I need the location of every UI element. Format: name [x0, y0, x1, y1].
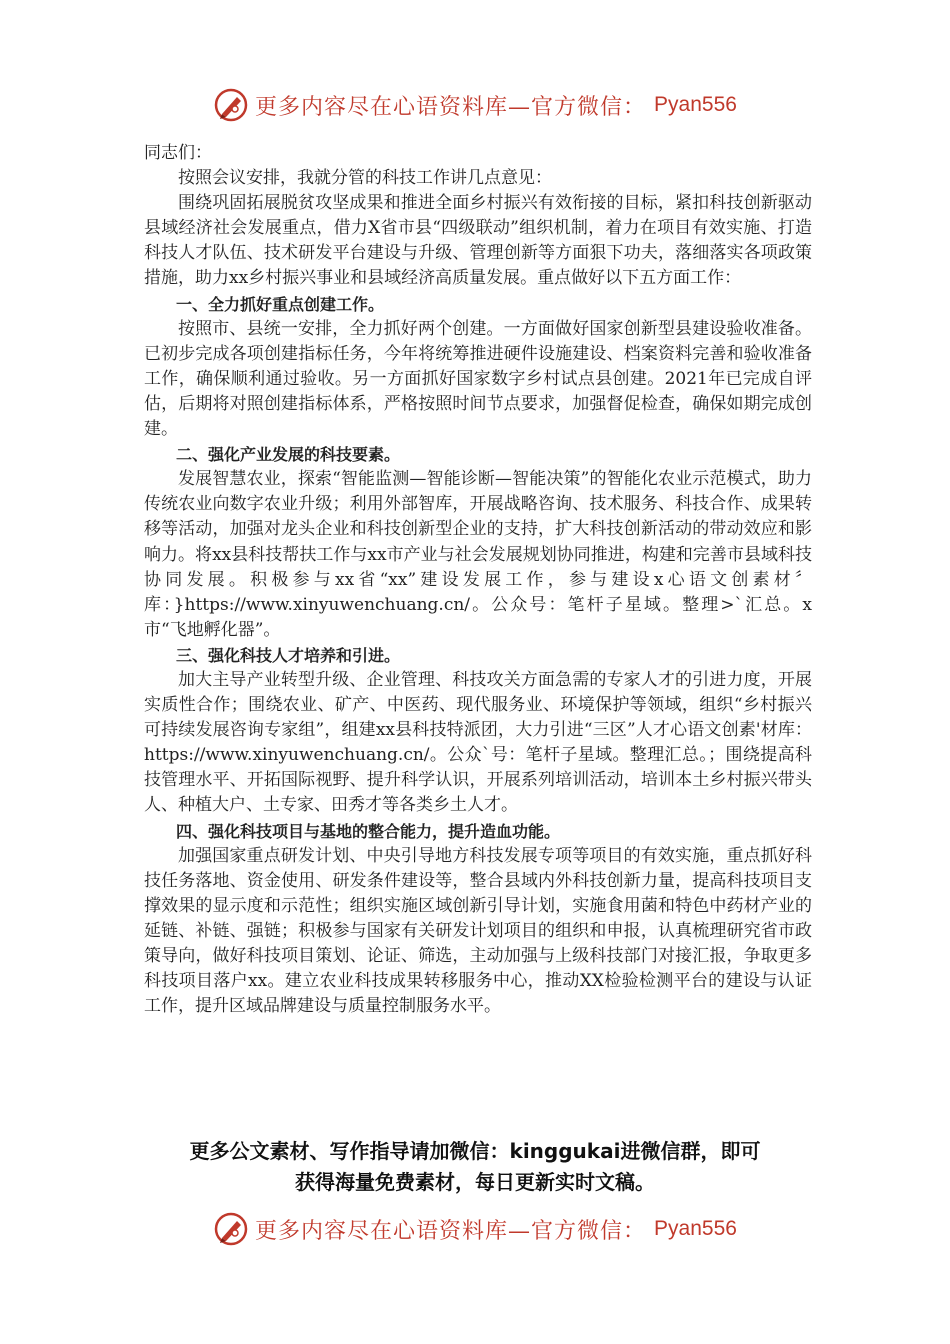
footer-note-line-2: 获得海量免费素材，每日更新实时文稿。 — [295, 1170, 655, 1194]
footer-note-line-1: 更多公文素材、写作指导请加微信：kinggukai进微信群，即可 — [189, 1139, 761, 1163]
intro-paragraph: 按照会议安排，我就分管的科技工作讲几点意见： — [178, 168, 552, 189]
banner-wechat-id: Pyan556 — [654, 1217, 737, 1240]
section-3-heading: 三、强化科技人才培养和引进。 — [176, 645, 401, 665]
section-4-heading: 四、强化科技项目与基地的整合能力，提升造血功能。 — [176, 821, 561, 841]
header-banner — [0, 80, 950, 130]
section-1-paragraph: 按照市、县统一安排，全力抓好两个创建。一方面做好国家创新型县建设验收准备。已初步完成各项创建指标任务，今年将统筹推进硬件设施建设、档案资料完善和验收准备工作，确保顺利通过验收。另一方面抓好国家数字乡村试点县创建。2021年已完成自评估，后期将对照创建指标体系，严格按照时间节点要求，加强督促检查，确保如期完成创建。 — [144, 318, 812, 440]
footer-banner — [0, 1204, 950, 1254]
pen-logo-icon — [213, 1211, 249, 1247]
section-3-paragraph: 加大主导产业转型升级、企业管理、科技攻关方面急需的专家人才的引进力度，开展实质性合作；围绕农业、矿产、中医药、现代服务业、环境保护等领域，组织“乡村振兴可持续发展咨询专家组”，组建xx县科技特派团，大力引进“三区”人才心语文创素'材库：https://www.xinyuwenchuang.cn/。公众`号：笔杆子星域。整理汇总。；围绕提高科技管理水平、开拓国际视野、提升科学认识，开展系列培训活动，培训本土乡村振兴带头人、种植大户、土专家、田秀才等各类乡土人才。 — [144, 669, 812, 816]
banner-text: 更多内容尽在心语资料库—官方微信： — [255, 94, 647, 120]
footer-note — [100, 1136, 850, 1198]
overview-paragraph: 围绕巩固拓展脱贫攻坚成果和推进全面乡村振兴有效衔接的目标，紧扣科技创新驱动县域经济社会发展重点，借力X省市县“四级联动”组织机制，着力在项目有效实施、打造科技人才队伍、技术研发平台建设与升级、管理创新等方面狠下功夫，落细落实各项政策措施，助力xx乡村振兴事业和县域经济高质量发展。重点做好以下五方面工作： — [144, 193, 812, 289]
pen-logo-icon — [213, 87, 249, 123]
section-2-heading: 二、强化产业发展的科技要素。 — [176, 445, 401, 465]
banner-wechat-id: Pyan556 — [654, 93, 737, 116]
section-2-paragraph: 发展智慧农业，探索“智能监测—智能诊断—智能决策”的智能化农业示范模式，助力传统农业向数字农业升级；利用外部智库，开展战略咨询、技术服务、科技合作、成果转移等活动，加强对龙头企业和科技创新型企业的支持，扩大科技创新活动的带动效应和影响力。将xx县科技帮扶工作与xx市产业与社会发展规划协同推进，构建和完善市县域科技协同发展。积极参与xx省“xx”建设发展工作，参与建设x心语文创素材〞库：}https://www.xinyuwenchuang.cn/。公众号：笔杆子星域。整理>`汇总。x市“飞地孵化器”。 — [144, 469, 812, 640]
banner-text: 更多内容尽在心语资料库—官方微信： — [255, 1218, 647, 1244]
section-1-heading: 一、全力抓好重点创建工作。 — [176, 294, 385, 314]
greeting: 同志们： — [144, 143, 212, 163]
section-4-paragraph: 加强国家重点研发计划、中央引导地方科技发展专项等项目的有效实施，重点抓好科技任务落地、资金使用、研发条件建设等，整合县域内外科技创新力量，提高科技项目支撑效果的显示度和示范性；组织实施区域创新引导计划，实施食用菌和特色中药材产业的延链、补链、强链；积极参与国家有关研发计划项目的组织和申报，认真梳理研究省市政策导向，做好科技项目策划、论证、筛选，主动加强与上级科技部门对接汇报，争取更多科技项目落户xx。建立农业科技成果转移服务中心，推动XX检验检测平台的建设与认证工作，提升区域品牌建设与质量控制服务水平。 — [144, 845, 812, 1017]
document-body — [144, 141, 812, 1019]
